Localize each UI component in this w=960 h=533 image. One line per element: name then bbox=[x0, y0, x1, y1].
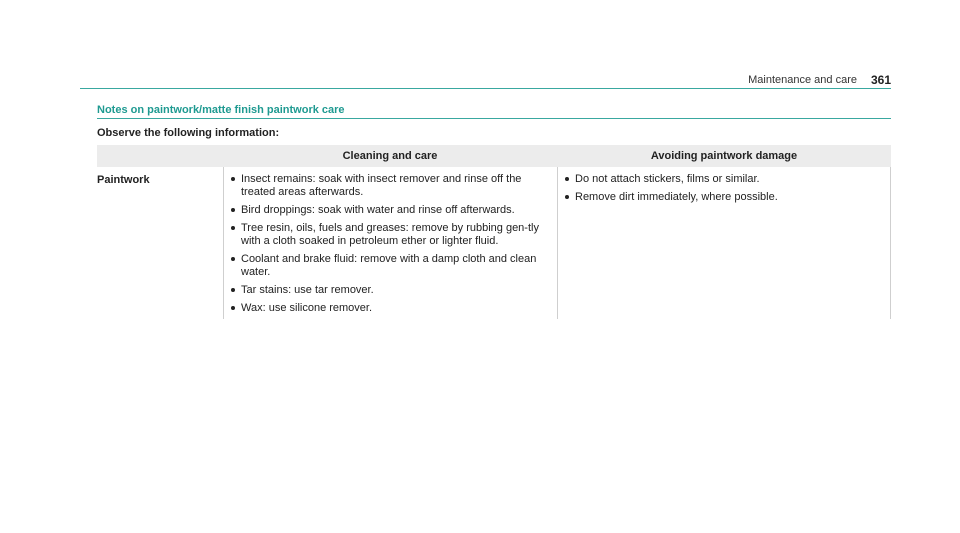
table-right-border bbox=[890, 167, 891, 319]
section-title: Notes on paintwork/matte finish paintwork care bbox=[97, 104, 891, 119]
list-item: Wax: use silicone remover. bbox=[230, 302, 550, 315]
column-header-cleaning: Cleaning and care bbox=[342, 150, 438, 162]
row-label-paintwork: Paintwork bbox=[97, 174, 150, 186]
list-item: Tar stains: use tar remover. bbox=[230, 284, 550, 297]
list-item: Tree resin, oils, fuels and greases: remove by rubbing gen-tly with a cloth soaked in petroleum ether or lighter fluid. bbox=[230, 222, 550, 248]
intro-text: Observe the following information: bbox=[97, 127, 280, 139]
list-item: Coolant and brake fluid: remove with a damp cloth and clean water. bbox=[230, 253, 550, 279]
avoiding-damage-list bbox=[564, 173, 884, 209]
column-header-avoiding: Avoiding paintwork damage bbox=[650, 150, 798, 162]
list-item: Bird droppings: soak with water and rinse off afterwards. bbox=[230, 204, 550, 217]
cleaning-care-list bbox=[230, 173, 550, 320]
list-item: Insect remains: soak with insect remover and rinse off the treated areas afterwards. bbox=[230, 173, 550, 199]
list-item: Do not attach stickers, films or similar. bbox=[564, 173, 884, 186]
header-section-title: Maintenance and care bbox=[748, 74, 857, 86]
column-divider bbox=[223, 167, 224, 319]
page-header bbox=[80, 74, 891, 89]
paintwork-care-table bbox=[97, 145, 891, 319]
list-item: Remove dirt immediately, where possible. bbox=[564, 191, 884, 204]
column-divider bbox=[557, 167, 558, 319]
table-header-row bbox=[97, 145, 891, 167]
page-number: 361 bbox=[870, 73, 891, 87]
